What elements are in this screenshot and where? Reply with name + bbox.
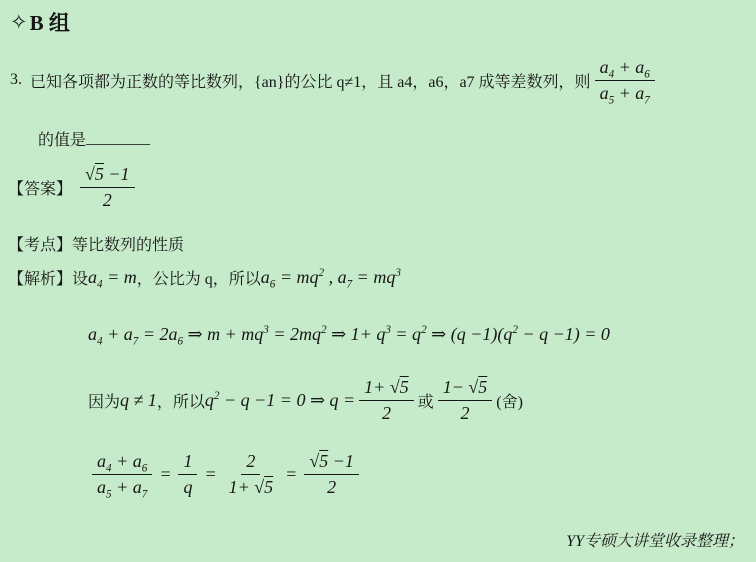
analysis-line-3 (88, 376, 523, 424)
concept-label: 【考点】 (8, 237, 73, 254)
fraction-denominator: 2 (327, 476, 337, 497)
because-text: 因为 (88, 393, 121, 411)
answer-blank: ________ (86, 129, 151, 147)
fraction-denominator: 2 (460, 402, 470, 423)
problem-statement (10, 56, 754, 107)
footer-watermark: YY专硕大讲堂收录整理； (566, 533, 744, 550)
problem-number: 3. (10, 71, 22, 88)
analysis-label: 【解析】 (8, 271, 73, 288)
section-title (10, 7, 70, 37)
analysis-line-4 (88, 450, 363, 501)
root-fraction-negative (438, 376, 493, 424)
problem-fraction (595, 56, 655, 107)
fraction-denominator: 1+ √5 (228, 476, 274, 497)
fraction-denominator: $a_5 + a_7$ (599, 82, 650, 107)
fraction-numerator: $a_4 + a_6$ (595, 56, 655, 81)
fraction-denominator: $a_5 + a_7$ (97, 476, 148, 501)
problem-blank-line (38, 127, 150, 150)
analysis-mid-text: ，公比为 q，所以 (136, 271, 261, 288)
reciprocal-fraction (178, 450, 197, 498)
concept-text: 等比数列的性质 (72, 237, 185, 254)
analysis-math-2: $a_6 = mq^2$ , $a_7 = mq^3$ (260, 267, 401, 291)
fraction-numerator: 1 (178, 450, 197, 475)
fraction-denominator: q (183, 476, 193, 497)
analysis-set-text: 设 (72, 271, 89, 288)
problem-text: 已知各项都为正数的等比数列，{an}的公比 q≠1，且 a4，a6，a7 成等差数列，则 (30, 73, 591, 91)
equals-sign: = (285, 463, 298, 484)
ratio-fraction (92, 450, 152, 501)
equals-sign: = (204, 463, 217, 484)
fraction-denominator: 2 (381, 402, 391, 423)
so-text: ，所以 (156, 393, 205, 411)
condition-math: q ≠ 1 (120, 389, 157, 410)
section-title-text: B 组 (29, 11, 70, 35)
analysis-math-1: $a_4 = m$ (88, 267, 137, 291)
fraction-numerator: 1− √5 (438, 376, 493, 401)
derivation-equation: $a_4 + a_7 = 2a_6$ ⇒ $m + mq^3 = 2mq^2$ ⇒ $1+ q^3 = q^2$ ⇒ $(q -1)(q^2 - q -1) = 0$ (88, 324, 610, 348)
analysis-line-1 (8, 266, 401, 289)
diamond-bullet-icon: ✧ (10, 9, 28, 34)
fraction-numerator: √5 −1 (304, 450, 359, 475)
concept-block (8, 232, 184, 255)
final-result-fraction (304, 450, 359, 498)
fraction-denominator: 2 (102, 189, 112, 210)
answer-fraction (80, 163, 135, 211)
problem-tail-text: 的值是 (38, 132, 87, 149)
answer-label: 【答案】 (8, 180, 73, 198)
root-fraction-positive (359, 376, 414, 424)
analysis-line-2 (88, 324, 610, 348)
intermediate-fraction (224, 450, 279, 498)
answer-block (8, 163, 139, 211)
fraction-numerator: 2 (241, 450, 260, 475)
fraction-numerator: 1+ √5 (359, 376, 414, 401)
equals-sign: = (159, 463, 172, 484)
reject-text: (舍) (496, 393, 523, 411)
quadratic-math: $q^2 - q -1 = 0$ ⇒ q = (204, 389, 356, 410)
or-text: 或 (417, 393, 434, 411)
fraction-numerator: $a_4 + a_6$ (92, 450, 152, 475)
fraction-numerator: √5 −1 (80, 163, 135, 188)
